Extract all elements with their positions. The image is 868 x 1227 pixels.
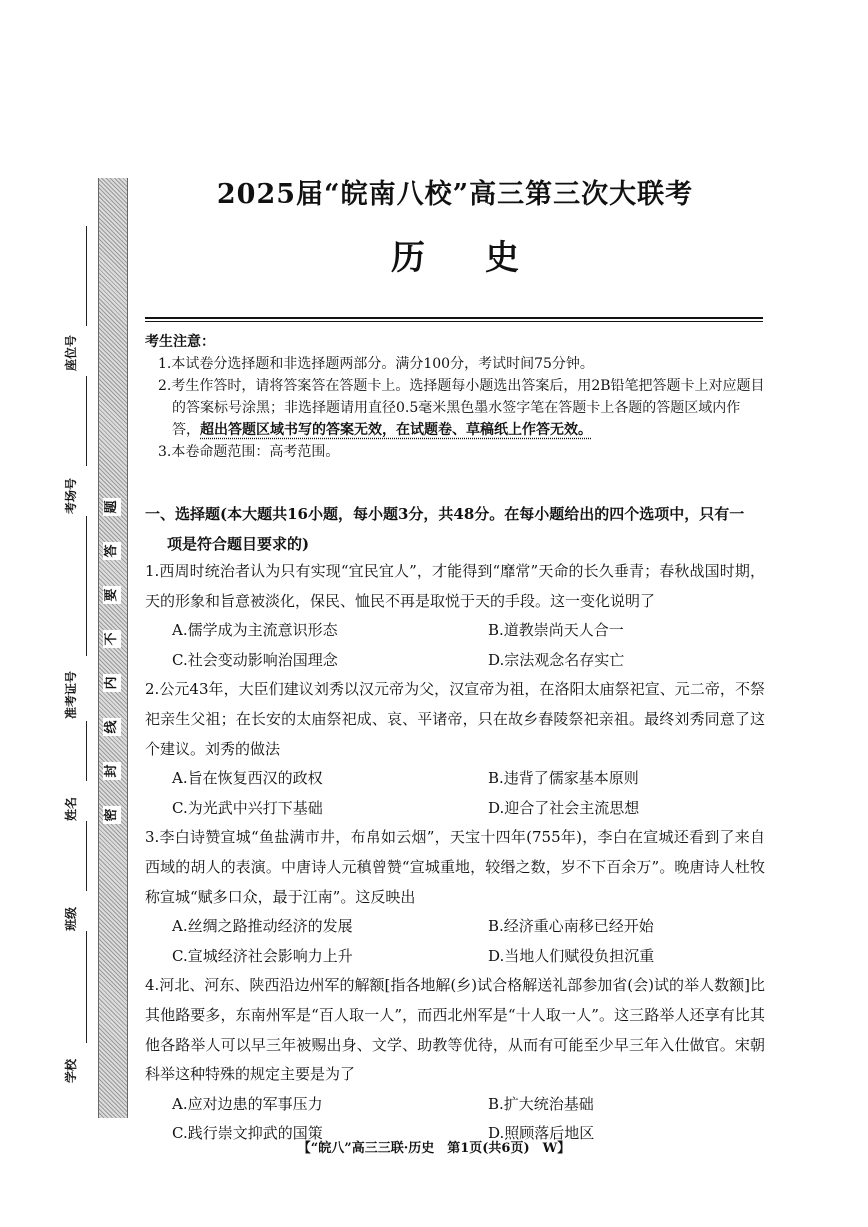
page-footer: 【“皖八”高三三联·历史 第1页(共6页) W】 (297, 1141, 571, 1156)
option-b: B.道教崇尚天人合一 (488, 621, 624, 640)
field-line[interactable] (86, 226, 87, 326)
question-stem: 4.河北、河东、陕西沿边州军的解额[指各地解(乡)试合格解送礼部参加省(会)试的举人数额]比其他路要多，东南州军是“百人取一人”，而西北州军是“十人取一人”。这三路举人还享有比其他各路举人可以早三年被赐出身、文学、助教等优待，从而有可能至少早三年入仕做官。宋朝科举这种特殊的规定主要是为了 (145, 976, 765, 1084)
option-c: C.宣城经济社会影响力上升 (172, 946, 353, 965)
option-c: C.社会变动影响治国理念 (172, 650, 338, 669)
seal-char: 要 (103, 586, 121, 604)
option-d: D.当地人们赋役负担沉重 (488, 946, 655, 965)
field-label: 座位号 (64, 334, 78, 371)
question-3 (145, 823, 765, 971)
section-heading-line: 项是符合题目要求的) (167, 535, 310, 553)
question-options (145, 616, 765, 675)
seal-char: 内 (103, 674, 121, 692)
option-a: A.旨在恢复西汉的政权 (172, 769, 323, 788)
notice-heading: 考生注意： (145, 334, 215, 350)
seal-char: 线 (103, 718, 121, 736)
field-label: 学校 (64, 1058, 78, 1083)
option-b: B.经济重心南移已经开始 (488, 917, 654, 936)
question-stem: 1.西周时统治者认为只有实现“宜民宜人”，才能得到“靡常”天命的长久垂青；春秋战国时期，天的形象和旨意被淡化，保民、恤民不再是取悦于天的手段。这一变化说明了 (145, 562, 765, 610)
field-class (62, 821, 102, 931)
seal-char: 答 (103, 542, 121, 560)
question-options (145, 912, 765, 971)
field-line[interactable] (86, 721, 87, 781)
notice-emphasis: 超出答题区域书写的答案无效，在试题卷、草稿纸上作答无效。 (200, 422, 592, 438)
seal-char: 密 (103, 806, 121, 824)
notice-item-text: 2.考生作答时，请将答案答在答题卡上。选择题每小题选出答案后，用2B铅笔把答题卡上对应题目的答案标号涂黑；非选择题请用直径0.5毫米黑色墨水签字笔在答题卡上各题的答题区域内作答， (158, 378, 765, 438)
field-ticket-number (62, 516, 102, 721)
candidate-notice (145, 331, 765, 463)
field-label: 准考证号 (64, 670, 78, 719)
field-line[interactable] (86, 821, 87, 891)
option-c: C.践行崇文抑武的国策 (172, 1124, 323, 1143)
question-list (145, 557, 765, 1149)
field-label: 考场号 (64, 477, 78, 514)
notice-item: 3.本卷命题范围：高考范围。 (158, 444, 340, 460)
seal-char: 封 (103, 762, 121, 780)
option-c: C.为光武中兴打下基础 (172, 798, 323, 817)
option-b: B.扩大统治基础 (488, 1094, 594, 1113)
option-a: A.丝绸之路推动经济的发展 (172, 917, 353, 936)
question-4 (145, 971, 765, 1149)
subject-title: 历史 (391, 238, 579, 278)
option-d: D.照顾落后地区 (488, 1124, 595, 1143)
option-b: B.违背了儒家基本原则 (488, 769, 639, 788)
field-name (62, 721, 102, 821)
field-school (62, 931, 102, 1086)
seal-line-notice (103, 498, 121, 838)
notice-item: 1.本试卷分选择题和非选择题两部分。满分100分，考试时间75分钟。 (158, 356, 594, 372)
option-d: D.宗法观念名存实亡 (488, 650, 625, 669)
field-seat-number (62, 226, 102, 376)
question-stem: 3.李白诗赞宣城“鱼盐满市井，布帛如云烟”，天宝十四年(755年)，李白在宣城还看到了来自西域的胡人的表演。中唐诗人元稹曾赞“宣城重地，较缗之数，岁不下百余万”。晚唐诗人杜牧称宣城“赋多口众，最于江南”。这反映出 (145, 828, 765, 906)
section-heading-line: 一、选择题(本大题共16小题，每小题3分，共48分。在每小题给出的四个选项中，只有一 (145, 505, 745, 523)
section-heading (145, 499, 765, 559)
field-line[interactable] (86, 376, 87, 466)
field-label: 姓名 (64, 796, 78, 821)
option-d: D.迎合了社会主流思想 (488, 798, 640, 817)
question-options (145, 764, 765, 823)
question-stem: 2.公元43年，大臣们建议刘秀以汉元帝为父，汉宣帝为祖，在洛阳太庙祭祀宣、元二帝，不祭祀亲生父祖；在长安的太庙祭祀成、哀、平诸帝，只在故乡舂陵祭祀亲祖。最终刘秀同意了这个建议。刘秀的做法 (145, 680, 765, 758)
field-label: 班级 (64, 906, 78, 931)
question-2 (145, 675, 765, 823)
seal-char: 不 (103, 630, 121, 648)
field-line[interactable] (86, 516, 87, 656)
question-1 (145, 557, 765, 675)
seal-char: 题 (103, 498, 121, 516)
exam-title: 2025届“皖南八校”高三第三次大联考 (216, 179, 694, 210)
notice-item (145, 375, 765, 441)
option-a: A.应对边患的军事压力 (172, 1094, 323, 1113)
field-line[interactable] (86, 931, 87, 1043)
option-a: A.儒学成为主流意识形态 (172, 621, 338, 640)
header-rule-thin (145, 321, 763, 322)
field-exam-room (62, 376, 102, 516)
header-rule (145, 317, 763, 319)
